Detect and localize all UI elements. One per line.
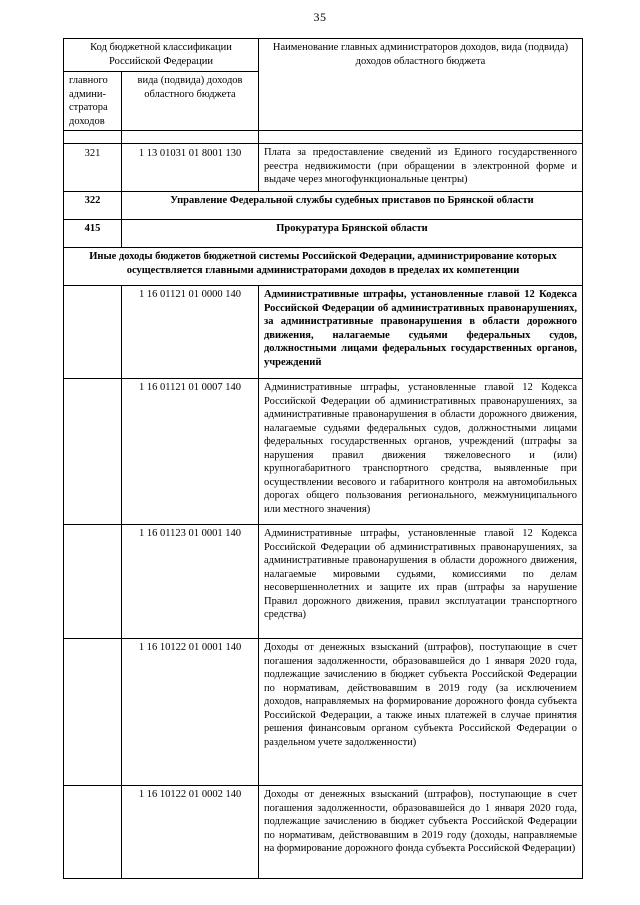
spacer-cell <box>122 131 259 144</box>
table-row <box>64 286 583 379</box>
admin-code-cell <box>64 379 122 525</box>
admin-code-cell <box>64 639 122 786</box>
admin-code-cell: 321 <box>64 144 122 192</box>
section-title-cell: Прокуратура Брянской области <box>122 220 583 248</box>
budget-code-cell: 1 16 01123 01 0001 140 <box>122 525 259 639</box>
header-name-column: Наименование главных администраторов доходов, вида (подвида) доходов областного бюджета <box>259 39 583 131</box>
table-row <box>64 639 583 786</box>
header-row-top <box>64 39 583 72</box>
table-row <box>64 248 583 286</box>
table-row <box>64 220 583 248</box>
table-row <box>64 525 583 639</box>
admin-code-cell <box>64 786 122 879</box>
budget-code-cell: 1 13 01031 01 8001 130 <box>122 144 259 192</box>
table-row <box>64 192 583 220</box>
header-admin-column: главного админи-стратора доходов <box>64 72 122 131</box>
spacer-cell <box>259 131 583 144</box>
admin-code-cell <box>64 525 122 639</box>
income-name-cell: Административные штрафы, установленные главой 12 Кодекса Российской Федерации об административных правонарушениях, за административные правонарушения в области дорожного движения, налагаемые судьями федеральных судов, должностными лицами федеральных государственных органов, учреждений (штрафы за нарушения правил движения тяжеловесного и (или) крупногабаритного транспортного средства, выявленные при осуществлении весового и габаритного контроля на автомобильных дорогах общего пользования регионального, межмуниципального или местного значения) <box>259 379 583 525</box>
budget-code-cell: 1 16 01121 01 0007 140 <box>122 379 259 525</box>
table-row <box>64 144 583 192</box>
section-note-cell: Иные доходы бюджетов бюджетной системы Российской Федерации, администрирование которых осуществляется главными администраторами доходов в пределах их компетенции <box>64 248 583 286</box>
budget-code-cell: 1 16 10122 01 0002 140 <box>122 786 259 879</box>
table-row <box>64 379 583 525</box>
table-row <box>64 786 583 879</box>
income-name-cell: Плата за предоставление сведений из Единого государственного реестра недвижимости (при обращении в электронной форме и выдаче через многофункциональные центры) <box>259 144 583 192</box>
income-name-cell: Доходы от денежных взысканий (штрафов), поступающие в счет погашения задолженности, образовавшейся до 1 января 2020 года, подлежащие зачислению в бюджет субъекта Российской Федерации по нормативам, действовавшим в 2019 году (за исключением доходов, направляемых на формирование дорожного фонда субъекта Российской Федерации, а также иных платежей в случае принятия решения финансовым органом субъекта Российской Федерации о раздельном учете задолженности) <box>259 639 583 786</box>
table-body <box>64 131 583 879</box>
budget-classification-table <box>63 38 583 879</box>
income-name-cell: Административные штрафы, установленные главой 12 Кодекса Российской Федерации об административных правонарушениях, за административные правонарушения в области дорожного движения, налагаемые судьями федеральных судов, должностными лицами федеральных государственных органов, учреждений <box>259 286 583 379</box>
budget-code-cell: 1 16 01121 01 0000 140 <box>122 286 259 379</box>
header-kind-column: вида (подвида) доходов областного бюджета <box>122 72 259 131</box>
admin-code-cell: 415 <box>64 220 122 248</box>
budget-code-cell: 1 16 10122 01 0001 140 <box>122 639 259 786</box>
header-code-classification: Код бюджетной классификации Российской Федерации <box>64 39 259 72</box>
page-number: 35 <box>313 10 327 24</box>
table-row <box>64 131 583 144</box>
spacer-cell <box>64 131 122 144</box>
admin-code-cell <box>64 286 122 379</box>
admin-code-cell: 322 <box>64 192 122 220</box>
income-name-cell: Административные штрафы, установленные главой 12 Кодекса Российской Федерации об административных правонарушениях, за административные правонарушения в области дорожного движения, налагаемые мировыми судьями, комиссиями по делам несовершеннолетних и защите их прав (штрафы за нарушение Правил дорожного движения, правил эксплуатации транспортного средства) <box>259 525 583 639</box>
section-title-cell: Управление Федеральной службы судебных приставов по Брянской области <box>122 192 583 220</box>
income-name-cell: Доходы от денежных взысканий (штрафов), поступающие в счет погашения задолженности, образовавшейся до 1 января 2020 года, подлежащие зачислению в бюджет субъекта Российской Федерации по нормативам, действовавшим в 2019 году (доходы, направляемые на формирование дорожного фонда субъекта Российской Федерации) <box>259 786 583 879</box>
